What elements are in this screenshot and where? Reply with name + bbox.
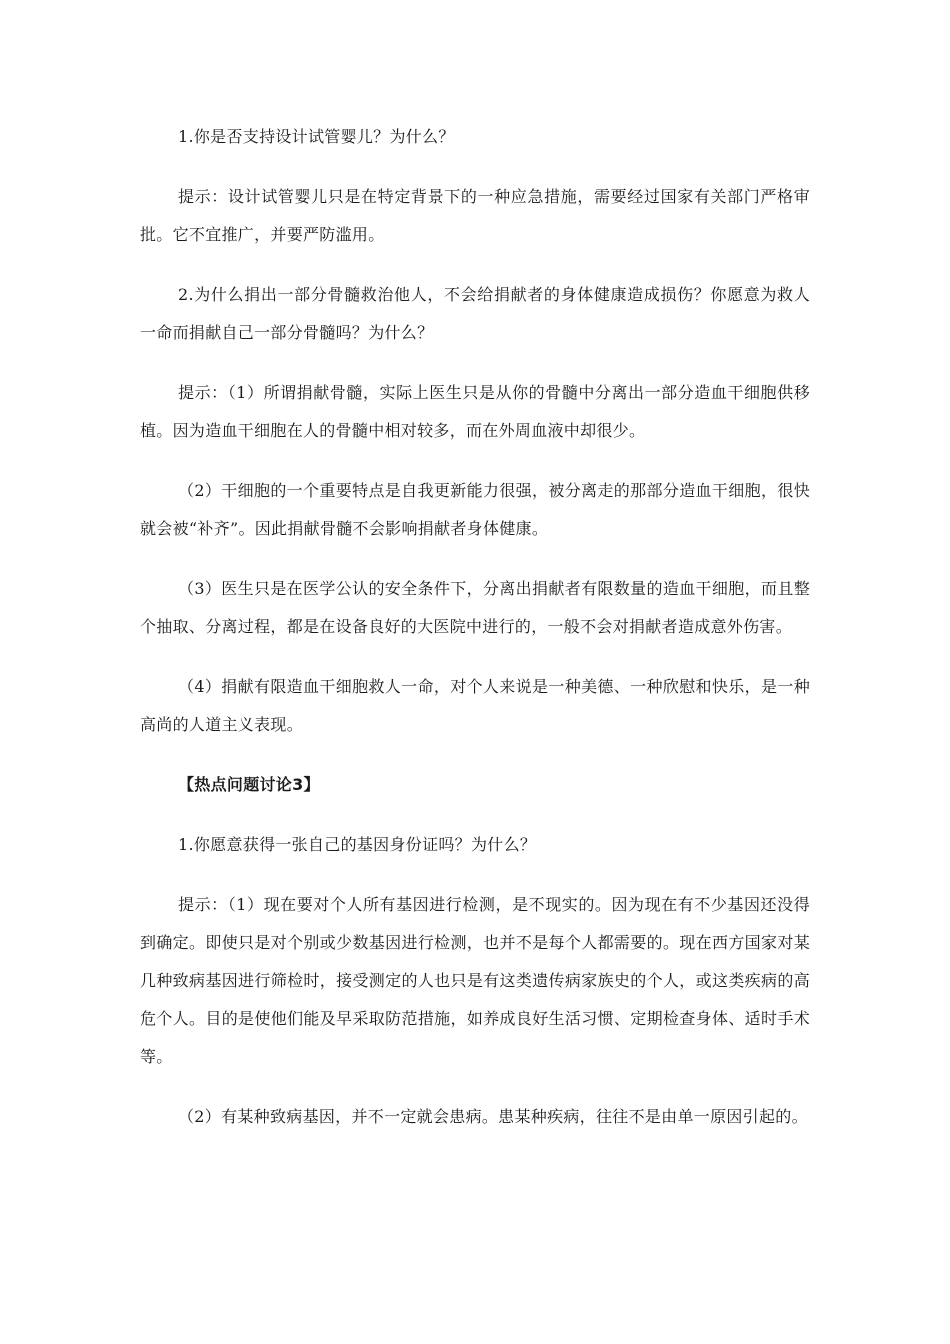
section-heading: 【热点问题讨论3】 [178, 775, 320, 794]
hint-3-point-2-paragraph: （2）有某种致病基因，并不一定就会患病。患某种疾病，往往不是由单一原因引起的。 [178, 1107, 808, 1126]
hint-2-point-3-paragraph: （3）医生只是在医学公认的安全条件下，分离出捐献者有限数量的造血干细胞，而且整个抽取、分离过程，都是在设备良好的大医院中进行的，一般不会对捐献者造成意外伤害。 [140, 579, 810, 636]
question-1-paragraph: 1.你是否支持设计试管婴儿？为什么？ [178, 127, 455, 146]
hint-2-point-4-paragraph: （4）捐献有限造血干细胞救人一命，对个人来说是一种美德、一种欣慰和快乐，是一种高尚的人道主义表现。 [140, 677, 810, 734]
document-body [140, 118, 810, 1158]
question-3-paragraph: 1.你愿意获得一张自己的基因身份证吗？为什么？ [178, 835, 537, 854]
hint-2-point-2-paragraph: （2）干细胞的一个重要特点是自我更新能力很强，被分离走的那部分造血干细胞，很快就会被“补齐”。因此捐献骨髓不会影响捐献者身体健康。 [140, 481, 810, 538]
hint-3-point-1-paragraph: 提示：（1）现在要对个人所有基因进行检测，是不现实的。因为现在有不少基因还没得到确定。即使只是对个别或少数基因进行检测，也并不是每个人都需要的。现在西方国家对某几种致病基因进行筛检时，接受测定的人也只是有这类遗传病家族史的个人，或这类疾病的高危个人。目的是使他们能及早采取防范措施，如养成良好生活习惯、定期检查身体、适时手术等。 [140, 895, 810, 1066]
hint-1-paragraph: 提示：设计试管婴儿只是在特定背景下的一种应急措施，需要经过国家有关部门严格审批。它不宜推广，并要严防滥用。 [140, 187, 810, 244]
hint-2-point-1-paragraph: 提示：（1）所谓捐献骨髓，实际上医生只是从你的骨髓中分离出一部分造血干细胞供移植。因为造血干细胞在人的骨髓中相对较多，而在外周血液中却很少。 [140, 383, 810, 440]
question-2-paragraph: 2.为什么捐出一部分骨髓救治他人，不会给捐献者的身体健康造成损伤？你愿意为救人一命而捐献自己一部分骨髓吗？为什么？ [140, 285, 810, 342]
